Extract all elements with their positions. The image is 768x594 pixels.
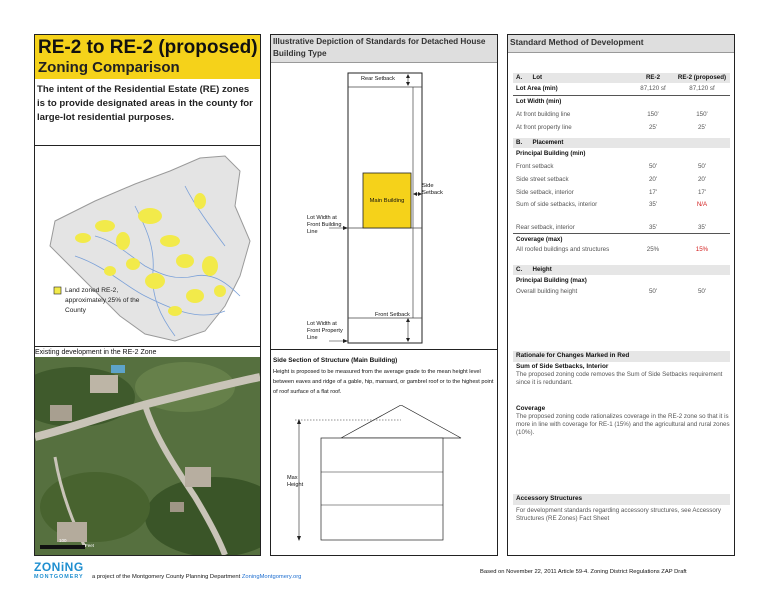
title-banner — [35, 35, 260, 79]
rationale-2-title: Coverage — [516, 405, 546, 412]
diagram-title: Illustrative Depiction of Standards for Detached House Building Type — [273, 37, 486, 58]
section-a-bar — [513, 73, 730, 83]
col-header-1: RE-2 — [645, 74, 661, 81]
accessory-text: For development standards regarding accessory structures, see Accessory Structures (RE Zones) Fact Sheet — [516, 507, 721, 522]
footer-link[interactable]: ZoningMontgomery.org — [241, 574, 302, 580]
rule — [513, 95, 730, 96]
county-map — [35, 145, 260, 347]
county-map-graphic — [35, 146, 260, 346]
zoning-logo: ZONiNG — [34, 560, 84, 574]
zoning-logo-subtitle: MONTGOMERY — [34, 574, 84, 580]
left-panel — [34, 34, 261, 556]
diagram-header — [271, 35, 497, 63]
footer-credit-text: a project of the Montgomery County Planning Department — [92, 574, 241, 580]
aerial-photo-graphic — [35, 357, 260, 555]
aerial-photo — [35, 357, 260, 555]
rear-setback-label: Rear Setback — [361, 76, 395, 82]
section-title: Side Section of Structure (Main Building) — [273, 357, 398, 364]
section-b-label: B. Placement — [516, 139, 564, 146]
rationale-1-title: Sum of Side Setbacks, Interior — [516, 363, 609, 370]
scale-unit: Feet — [85, 543, 95, 548]
footer-credit — [92, 574, 301, 580]
section-c-bar — [513, 265, 730, 275]
rationale-title: Rationale for Changes Marked in Red — [516, 352, 630, 359]
page-title: RE-2 to RE-2 (proposed) — [38, 37, 258, 58]
rationale-header — [513, 351, 730, 362]
max-height-label: Max Height — [287, 475, 304, 488]
photo-caption: Existing development in the RE-2 Zone — [35, 349, 157, 356]
lot-width-property-label: Lot Width at Front Property Line — [307, 321, 343, 341]
right-panel: Standard Method of Development A. Lot RE-2 RE-2 (proposed) Lot Area (min) 87,120 sf 87,120 sf Lot Width (min) At front building line 150' 150' At front property line 25' 25' B. Placement Principal Building (min) Front setback 50' 50' Side street setback 20' 20' Side setback, interior 17' 17' Sum of side setbacks, interior 35' N/A Rear setback, interior 35' 35' Coverage (max) All roofed buildings and structures 25% 15% C. Height Principal Building (max) Overall building height 50' 50' Rationale for Changes Marked in Red Sum of Side Setbacks, Interior The proposed zoning code removes the Sum of Side Setbacks requirement since it is redundant. Coverage The proposed zoning code rationalizes coverage in the RE-2 zone so that it is more in line with coverage for RE-1 (15%) and the agricultural and rural zones (10%). Accessory Structures For development standards regarding accessory structures, see Accessory Structures (RE Zones) Fact Sheet — [507, 34, 735, 556]
rationale-1-text: The proposed zoning code removes the Sum of Side Setbacks requirement since it is redundant. — [516, 371, 723, 386]
row-sum-side-setbacks: Sum of side setbacks, interior 35' N/A — [516, 201, 708, 208]
section-b-bar — [513, 138, 730, 148]
lot-width-building-label: Lot Width at Front Building Line — [307, 215, 342, 235]
standards-title: Standard Method of Development — [510, 37, 644, 47]
rationale-2-text: The proposed zoning code rationalizes coverage in the RE-2 zone so that it is more in line with coverage for RE-1 (15%) and the agricultural and rural zones (10%). — [516, 413, 730, 436]
main-building-label: Main Building — [369, 198, 405, 204]
front-setback-label: Front Setback — [375, 312, 410, 318]
rule — [513, 233, 730, 234]
row-roofed-buildings: All roofed buildings and structures 25% 15% — [516, 246, 709, 253]
section-text: Height is proposed to be measured from the average grade to the mean height level between eaves and ridge of a gable, hip, mansard, or gambrel roof or to the highest point of roof surface of a flat roof. — [273, 369, 494, 395]
section-divider — [271, 349, 497, 350]
page-subtitle: Zoning Comparison — [38, 59, 180, 76]
middle-panel — [270, 34, 498, 556]
footer-source: Based on November 22, 2011 Article 59-4. Zoning District Regulations ZAP Draft — [480, 569, 687, 575]
intro-text: The intent of the Residential Estate (RE) zones is to provide designated areas in the county for large-lot residential purposes. — [37, 84, 253, 123]
scale-number: 100 — [59, 538, 67, 543]
accessory-header — [513, 494, 730, 505]
map-legend: Land zoned RE-2, approximately 25% of the County — [65, 287, 140, 314]
section-c-label: C. Height — [516, 266, 552, 273]
accessory-title: Accessory Structures — [516, 495, 583, 502]
section-a-label: A. Lot — [516, 74, 543, 81]
side-setback-label: Side Setback — [422, 183, 443, 196]
col-header-2: RE-2 (proposed) — [677, 74, 727, 81]
lot-diagram — [271, 63, 497, 349]
standards-header — [508, 35, 734, 53]
